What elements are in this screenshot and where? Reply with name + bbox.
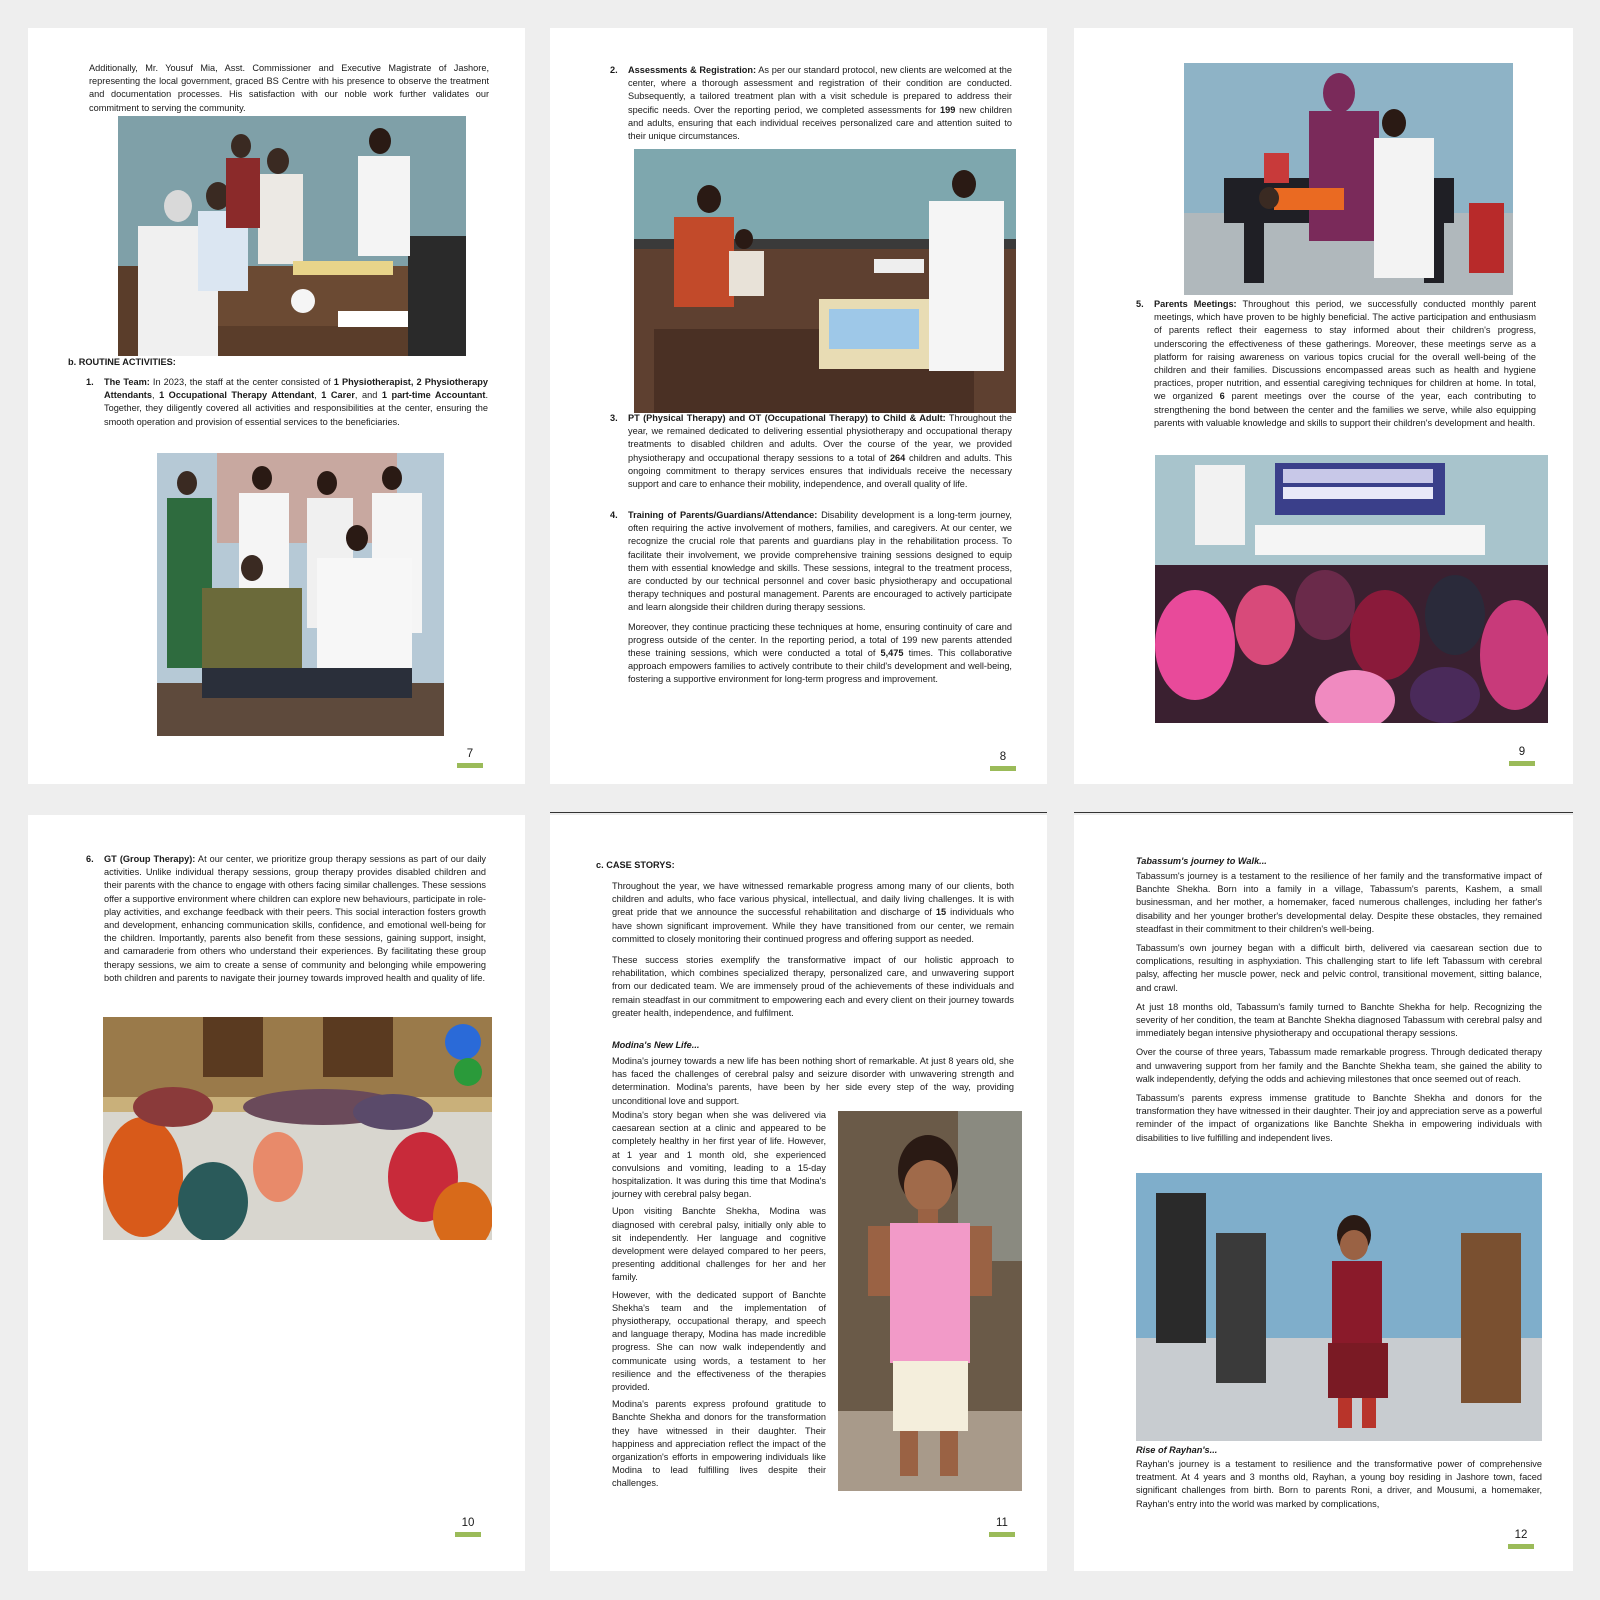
photo-assessment xyxy=(634,149,1016,413)
item-number: 1. xyxy=(86,377,94,387)
story-title-rayhan: Rise of Rayhan's... xyxy=(1136,1445,1218,1455)
photo-parents-meeting xyxy=(1155,455,1548,723)
photo-tabassum xyxy=(1136,1173,1542,1441)
section-heading-routine: b. ROUTINE ACTIVITIES: xyxy=(68,357,176,367)
page-10 xyxy=(28,815,525,1571)
item-assessments: 2. Assessments & Registration: As per our standard protocol, new clients are welcomed at the center, where a thorough assessment and registration of their condition are conducted. Subsequently, a tailored treatment plan with a visit schedule is prepared to address their specific needs. Over the reporting period, we completed assessments for 199 new children and adults, ensuring that each individual receives personalized care and attention suited to their unique circumstances. xyxy=(610,65,1013,142)
story-tabassum-body: Tabassum's journey is a testament to the resilience of her family and the transformative impact of Banchte Shekha. Born into a family in a village, Tabassum's parents, Kashem, a small businessman, and her mother, a homemaker, faced numerous challenges, including her father's disability and her younger brother's developmental delay. Despite these obstacles, they remained steadfast in their commitment to their children's well-being. Tabassum's own journey began with a difficult birth, delivered via caesarean section due to complications, resulting in asphyxiation. This challenging start to life left Tabassum with cerebral palsy, affecting her muscle power, neck and pelvic control, transitional movement, sitting balance, and crawl. At just 18 months old, Tabassum's family turned to Banchte Shekha for help. Recognizing the severity of her condition, the team at Banchte Shekha diagnosed Tabassum with cerebral palsy and immediately began intensive physiotherapy and occupational therapy sessions. Over the course of three years, Tabassum made remarkable progress. Through dedicated therapy and unwavering support from her family and the Banchte Shekha team, she gained the ability to walk independently, defying the odds and achieving milestones that once seemed out of reach. Tabassum's parents express immense gratitude to Banchte Shekha and donors for the transformation they have witnessed in their daughter. Their joy and appreciation serve as a powerful reminder of the impact of organizations like Banchte Shekha in empowering individuals with disabilities to live fulfilling and independent lives. xyxy=(1136,871,1542,1143)
page-top-rule xyxy=(1074,812,1573,813)
item-number: 2. xyxy=(610,65,618,75)
page-number: 7 xyxy=(457,747,483,768)
page-top-rule xyxy=(550,812,1047,813)
item-parents-meetings: 5. Parents Meetings: Throughout this period, we successfully conducted monthly parent meetings, which have proven to be highly beneficial. The active participation and enthusiasm of parents reflect their eagerness to stay informed about their children's progress, underscoring the effectiveness of these gatherings. Moreover, these meetings serve as a platform for raising awareness on various topics crucial for the overall well-being of the children and their families. Discussions encompassed areas such as health and hygiene practices, proper nutrition, and essential caregiving techniques for children at home. In total, we organized 6 parent meetings over the course of the year, each contributing to strengthening the bond between the center and the families we serve, while also equipping parents with valuable knowledge and skills to support their children's development and health. xyxy=(1136,299,1536,428)
photo-staff-group xyxy=(157,453,444,736)
item-number: 3. xyxy=(610,413,618,423)
item-training: 4. Training of Parents/Guardians/Attendance: Disability development is a long-term journey, often requiring the active involvement of mothers, families, and caregivers. At our center, we recognize the crucial role that parents and guardians play in the rehabilitation process. To facilitate their involvement, we provide comprehensive training sessions designed to equip them with essential knowledge and skills. These sessions, integral to the treatment process, are conducted by our technical personnel and cover basic physiotherapy and occupational therapy techniques and postural management. Parents are encouraged to actively participate and learn alongside their children during therapy sessions. Moreover, they continue practicing these techniques at home, ensuring continuity of care and progress outside of the center. In the reporting period, a total of 199 new parents attended these training sessions, which were conducted a total of 5,475 times. This collaborative approach empowers families to actively contribute to their child's development and well-being, fostering a supportive environment for long-term progress and improvement. xyxy=(610,510,1012,685)
item-the-team: 1. The Team: In 2023, the staff at the center consisted of 1 Physiotherapist, 2 Physiotherapy Attendants, 1 Occupational Therapy Attendant, 1 Carer, and 1 part-time Accountant. Together, they diligently covered all activities and responsibilities at the center, ensuring the smooth operation and provision of essential services to the beneficiaries. xyxy=(86,377,489,427)
photo-modina xyxy=(838,1111,1022,1491)
story-title-tabassum: Tabassum's journey to Walk... xyxy=(1136,856,1267,866)
item-group-therapy: 6. GT (Group Therapy): At our center, we prioritize group therapy sessions as part of our daily activities. Unlike individual therapy sessions, group therapy provides disabled children and their parents with the chance to engage with others facing similar challenges. These sessions offer a supportive environment where children can explore new behaviours, participate in role-play activities, and exchange feedback with their peers. This social interaction fosters growth and development, enhancing communication skills, confidence, and emotional well-being for the children. Importantly, parents also benefit from these sessions, gaining support, insight, and camaraderie from others who understand their experiences. By facilitating these group therapy sessions, we aim to create a sense of community and belonging while empowering both children and parents to navigate their journey towards improved health and quality of life. xyxy=(86,854,487,983)
page-number: 10 xyxy=(455,1516,481,1537)
story-rayhan-body: Rayhan's journey is a testament to resilience and the transformative power of comprehensive treatment. At 4 years and 3 months old, Rayhan, a young boy residing in Jashore town, faced significant challenges from birth. Born to parents Roni, a driver, and Mousumi, a homemaker, Rayhan's entry into the world was marked by complications, xyxy=(1136,1459,1542,1509)
item-number: 4. xyxy=(610,510,618,520)
page-7 xyxy=(28,28,525,784)
case-intro-paragraph: Throughout the year, we have witnessed remarkable progress among many of our clients, both children and adults, who face various physical, intellectual, and daily living challenges. It is with great pride that we announce the successful rehabilitation and discharge of 15 individuals who have shown significant improvement. While they have transitioned from our center, we remain committed to closely monitoring their continued progress and offering support as needed. These success stories exemplify the transformative impact of our holistic approach to rehabilitation, which combines specialized therapy, personalized care, and unwavering support from our dedicated team. We are immensely proud of the achievements of these individuals and remain steadfast in our commitment to empowering each and every client on their journey towards greater health, independence, and fulfilment. xyxy=(612,881,1014,1018)
item-number: 6. xyxy=(86,854,94,864)
story-modina-body: Modina's story began when she was delivered via caesarean section at a clinic and appeared to be completely healthy in her first year of life. However, at 1 year and 1 month old, she experienced convulsions and vomiting, leading to a 15-day hospitalization. It was during this time that Modina's journey with cerebral palsy began. Upon visiting Banchte Shekha, Modina was diagnosed with cerebral palsy, initially only able to sit independently. Her language and cognitive development were delayed compared to her peers, presenting additional challenges for her and her family. However, with the dedicated support of Banchte Shekha's team and the implementation of physiotherapy, occupational therapy, and speech and language therapy, Modina has made incredible progress. She can now walk independently and communicate using words, a testament to her resilience and the effectiveness of the therapies provided. Modina's parents express profound gratitude to Banchte Shekha and donors for the transformation they have witnessed in their daughter. Their happiness and appreciation reflect the impact of the organization's efforts in empowering individuals like Modina to lead fulfilling lives despite their challenges. xyxy=(612,1110,826,1489)
item-number: 5. xyxy=(1136,299,1144,309)
page-12 xyxy=(1074,815,1573,1571)
photo-group-therapy xyxy=(103,1017,492,1240)
page-number: 11 xyxy=(989,1516,1015,1537)
page-number: 9 xyxy=(1509,745,1535,766)
section-heading-case-storys: c. CASE STORYS: xyxy=(596,860,675,870)
photo-official-visit xyxy=(118,116,466,356)
page-number: 8 xyxy=(990,750,1016,771)
page-9 xyxy=(1074,28,1573,784)
story-modina-intro: Modina's journey towards a new life has been nothing short of remarkable. At just 8 years old, she has faced the challenges of cerebral palsy and seizure disorder with unwavering strength and determination. Modina's parents, have been by her side every step of the way, providing unconditional love and support. xyxy=(612,1056,1014,1106)
intro-paragraph: Additionally, Mr. Yousuf Mia, Asst. Commissioner and Executive Magistrate of Jashore, representing the local government, graced BS Centre with his presence to observe the treatment and documentation processes. His satisfaction with our noble work further validates our commitment to serving the community. xyxy=(89,63,489,113)
page-11 xyxy=(550,815,1047,1571)
item-pt-ot: 3. PT (Physical Therapy) and OT (Occupational Therapy) to Child & Adult: Throughout the year, we remained dedicated to delivering essential physiotherapy and occupational therapy treatments to disabled children and adults. Over the course of the year, we provided physiotherapy and occupational therapy sessions to a total of 264 children and adults. This ongoing commitment to therapy services ensures that individuals receive the necessary support and care to enhance their mobility, independence, and overall quality of life. xyxy=(610,413,1012,490)
story-title-modina: Modina's New Life... xyxy=(612,1040,700,1050)
page-number: 12 xyxy=(1508,1528,1534,1549)
page-8 xyxy=(550,28,1047,784)
photo-physiotherapy-child xyxy=(1184,63,1513,295)
